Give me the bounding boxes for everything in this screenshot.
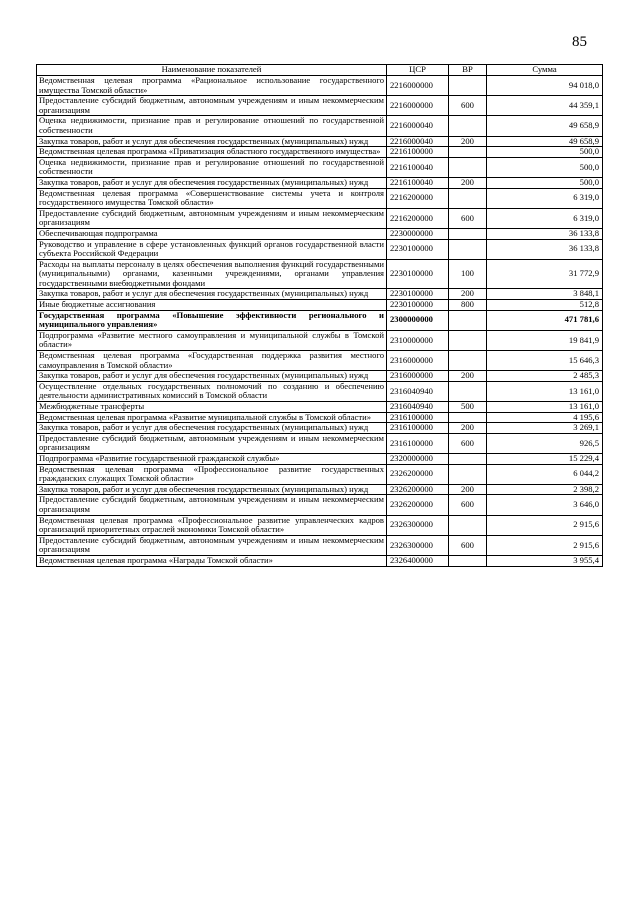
row-code-cell: 2316000000 — [387, 351, 449, 371]
row-vr-cell: 600 — [449, 208, 487, 228]
row-vr-cell — [449, 228, 487, 239]
row-sum-cell: 36 133,8 — [487, 228, 603, 239]
row-code-cell: 2216100000 — [387, 147, 449, 158]
table-header-row — [37, 65, 603, 76]
row-vr-cell: 100 — [449, 259, 487, 289]
row-vr-cell — [449, 310, 487, 330]
row-code-cell: 2216100040 — [387, 157, 449, 177]
table-row — [37, 555, 603, 566]
row-sum-cell: 4 195,6 — [487, 412, 603, 423]
row-vr-cell: 600 — [449, 433, 487, 453]
row-vr-cell — [449, 147, 487, 158]
row-sum-cell: 19 841,9 — [487, 330, 603, 350]
row-name-cell: Закупка товаров, работ и услуг для обеспечения государственных (муниципальных) нужд — [37, 423, 387, 434]
row-sum-cell: 512,8 — [487, 300, 603, 311]
table-row — [37, 423, 603, 434]
table-row — [37, 188, 603, 208]
row-sum-cell: 6 044,2 — [487, 464, 603, 484]
row-vr-cell: 200 — [449, 136, 487, 147]
row-name-cell: Ведомственная целевая программа «Рациональное использование государственного имущества Томской области» — [37, 76, 387, 96]
row-code-cell: 2230100000 — [387, 289, 449, 300]
table-row — [37, 412, 603, 423]
row-vr-cell — [449, 157, 487, 177]
row-vr-cell: 200 — [449, 371, 487, 382]
table-row — [37, 371, 603, 382]
row-code-cell: 2310000000 — [387, 330, 449, 350]
row-code-cell: 2316100000 — [387, 412, 449, 423]
row-sum-cell: 500,0 — [487, 157, 603, 177]
row-sum-cell: 926,5 — [487, 433, 603, 453]
row-code-cell: 2216000040 — [387, 136, 449, 147]
table-row — [37, 535, 603, 555]
row-sum-cell: 36 133,8 — [487, 239, 603, 259]
row-sum-cell: 6 319,0 — [487, 188, 603, 208]
row-name-cell: Закупка товаров, работ и услуг для обеспечения государственных (муниципальных) нужд — [37, 289, 387, 300]
row-vr-cell — [449, 239, 487, 259]
header-sum: Сумма — [487, 65, 603, 76]
table-row — [37, 177, 603, 188]
row-name-cell: Ведомственная целевая программа «Награды Томской области» — [37, 555, 387, 566]
row-code-cell: 2316040940 — [387, 381, 449, 401]
row-vr-cell — [449, 76, 487, 96]
row-name-cell: Оценка недвижимости, признание прав и регулирование отношений по государственной собственности — [37, 116, 387, 136]
row-name-cell: Иные бюджетные ассигнования — [37, 300, 387, 311]
table-row — [37, 300, 603, 311]
row-sum-cell: 2 915,6 — [487, 535, 603, 555]
row-name-cell: Закупка товаров, работ и услуг для обеспечения государственных (муниципальных) нужд — [37, 136, 387, 147]
row-sum-cell: 2 915,6 — [487, 515, 603, 535]
row-vr-cell: 200 — [449, 289, 487, 300]
row-vr-cell: 800 — [449, 300, 487, 311]
row-code-cell: 2316100000 — [387, 433, 449, 453]
row-vr-cell: 600 — [449, 535, 487, 555]
table-row — [37, 147, 603, 158]
row-code-cell: 2326200000 — [387, 484, 449, 495]
row-name-cell: Ведомственная целевая программа «Государственная поддержка развития местного самоуправления в Томской области» — [37, 351, 387, 371]
row-code-cell: 2316100000 — [387, 423, 449, 434]
header-name: Наименование показателей — [37, 65, 387, 76]
row-vr-cell — [449, 412, 487, 423]
row-sum-cell: 31 772,9 — [487, 259, 603, 289]
table-row — [37, 208, 603, 228]
table-row — [37, 310, 603, 330]
row-vr-cell: 200 — [449, 484, 487, 495]
row-sum-cell: 3 955,4 — [487, 555, 603, 566]
row-vr-cell: 600 — [449, 96, 487, 116]
row-code-cell: 2230000000 — [387, 228, 449, 239]
row-code-cell: 2230100000 — [387, 239, 449, 259]
row-name-cell: Предоставление субсидий бюджетным, автономным учреждениям и иным некоммерческим организациям — [37, 495, 387, 515]
row-code-cell: 2216200000 — [387, 208, 449, 228]
row-sum-cell: 500,0 — [487, 177, 603, 188]
table-row — [37, 381, 603, 401]
row-sum-cell: 3 646,0 — [487, 495, 603, 515]
row-sum-cell: 44 359,1 — [487, 96, 603, 116]
row-vr-cell — [449, 453, 487, 464]
row-name-cell: Закупка товаров, работ и услуг для обеспечения государственных (муниципальных) нужд — [37, 484, 387, 495]
table-row — [37, 116, 603, 136]
row-vr-cell — [449, 464, 487, 484]
header-vr: ВР — [449, 65, 487, 76]
row-vr-cell — [449, 188, 487, 208]
row-vr-cell — [449, 351, 487, 371]
row-vr-cell — [449, 515, 487, 535]
row-sum-cell: 3 848,1 — [487, 289, 603, 300]
row-code-cell: 2216200000 — [387, 188, 449, 208]
table-row — [37, 453, 603, 464]
budget-table — [36, 64, 603, 567]
row-sum-cell: 2 485,3 — [487, 371, 603, 382]
row-name-cell: Предоставление субсидий бюджетным, автономным учреждениям и иным некоммерческим организациям — [37, 96, 387, 116]
row-name-cell: Обеспечивающая подпрограмма — [37, 228, 387, 239]
row-sum-cell: 15 229,4 — [487, 453, 603, 464]
row-code-cell: 2216100040 — [387, 177, 449, 188]
table-row — [37, 464, 603, 484]
table-row — [37, 495, 603, 515]
row-code-cell: 2216000000 — [387, 76, 449, 96]
table-row — [37, 96, 603, 116]
table-row — [37, 289, 603, 300]
row-name-cell: Закупка товаров, работ и услуг для обеспечения государственных (муниципальных) нужд — [37, 371, 387, 382]
row-sum-cell: 6 319,0 — [487, 208, 603, 228]
row-code-cell: 2316000000 — [387, 371, 449, 382]
row-code-cell: 2326400000 — [387, 555, 449, 566]
row-name-cell: Руководство и управление в сфере установленных функций органов государственной власти субъекта Российской Федерации — [37, 239, 387, 259]
row-code-cell: 2326200000 — [387, 464, 449, 484]
table-body — [37, 76, 603, 567]
row-name-cell: Предоставление субсидий бюджетным, автономным учреждениям и иным некоммерческим организациям — [37, 208, 387, 228]
row-code-cell: 2230100000 — [387, 259, 449, 289]
table-row — [37, 351, 603, 371]
row-name-cell: Ведомственная целевая программа «Совершенствование системы учета и контроля государственного имущества Томской области» — [37, 188, 387, 208]
row-code-cell: 2326300000 — [387, 535, 449, 555]
table-row — [37, 330, 603, 350]
row-vr-cell — [449, 116, 487, 136]
page-number: 85 — [572, 34, 587, 50]
row-name-cell: Ведомственная целевая программа «Профессиональное развитие управленческих кадров организаций приоритетных отраслей экономики Томской области» — [37, 515, 387, 535]
table-row — [37, 136, 603, 147]
row-sum-cell: 13 161,0 — [487, 402, 603, 413]
row-name-cell: Предоставление субсидий бюджетным, автономным учреждениям и иным некоммерческим организациям — [37, 535, 387, 555]
row-code-cell: 2320000000 — [387, 453, 449, 464]
row-vr-cell — [449, 381, 487, 401]
row-name-cell: Подпрограмма «Развитие местного самоуправления и муниципальной службы в Томской области» — [37, 330, 387, 350]
row-vr-cell — [449, 330, 487, 350]
row-name-cell: Расходы на выплаты персоналу в целях обеспечения выполнения функций государственными (муниципальными) органами, казенными учреждениями, органами управления государственными внебюджетными фондами — [37, 259, 387, 289]
row-sum-cell: 13 161,0 — [487, 381, 603, 401]
table-row — [37, 402, 603, 413]
row-sum-cell: 15 646,3 — [487, 351, 603, 371]
table-row — [37, 228, 603, 239]
row-vr-cell: 600 — [449, 495, 487, 515]
row-name-cell: Оценка недвижимости, признание прав и регулирование отношений по государственной собственности — [37, 157, 387, 177]
row-name-cell: Подпрограмма «Развитие государственной гражданской службы» — [37, 453, 387, 464]
row-code-cell: 2326300000 — [387, 515, 449, 535]
row-sum-cell: 3 269,1 — [487, 423, 603, 434]
row-name-cell: Предоставление субсидий бюджетным, автономным учреждениям и иным некоммерческим организациям — [37, 433, 387, 453]
row-code-cell: 2300000000 — [387, 310, 449, 330]
row-name-cell: Осуществление отдельных государственных полномочий по созданию и обеспечению деятельности административных комиссий в Томской области — [37, 381, 387, 401]
row-name-cell: Межбюджетные трансферты — [37, 402, 387, 413]
row-code-cell: 2326200000 — [387, 495, 449, 515]
row-vr-cell: 500 — [449, 402, 487, 413]
row-name-cell: Ведомственная целевая программа «Приватизация областного государственного имущества» — [37, 147, 387, 158]
table-row — [37, 76, 603, 96]
table-row — [37, 433, 603, 453]
header-code: ЦСР — [387, 65, 449, 76]
row-vr-cell — [449, 555, 487, 566]
row-code-cell: 2216000040 — [387, 116, 449, 136]
row-name-cell: Ведомственная целевая программа «Развитие муниципальной службы в Томской области» — [37, 412, 387, 423]
table-row — [37, 259, 603, 289]
row-sum-cell: 471 781,6 — [487, 310, 603, 330]
row-name-cell: Ведомственная целевая программа «Профессиональное развитие государственных гражданских служащих Томской области» — [37, 464, 387, 484]
row-sum-cell: 500,0 — [487, 147, 603, 158]
row-name-cell: Закупка товаров, работ и услуг для обеспечения государственных (муниципальных) нужд — [37, 177, 387, 188]
row-sum-cell: 49 658,9 — [487, 116, 603, 136]
row-sum-cell: 2 398,2 — [487, 484, 603, 495]
row-vr-cell: 200 — [449, 423, 487, 434]
row-sum-cell: 49 658,9 — [487, 136, 603, 147]
row-vr-cell: 200 — [449, 177, 487, 188]
table-row — [37, 239, 603, 259]
table-row — [37, 484, 603, 495]
row-code-cell: 2216000000 — [387, 96, 449, 116]
row-sum-cell: 94 018,0 — [487, 76, 603, 96]
row-name-cell: Государственная программа «Повышение эффективности регионального и муниципального управления» — [37, 310, 387, 330]
table-row — [37, 157, 603, 177]
table-row — [37, 515, 603, 535]
row-code-cell: 2316040940 — [387, 402, 449, 413]
row-code-cell: 2230100000 — [387, 300, 449, 311]
